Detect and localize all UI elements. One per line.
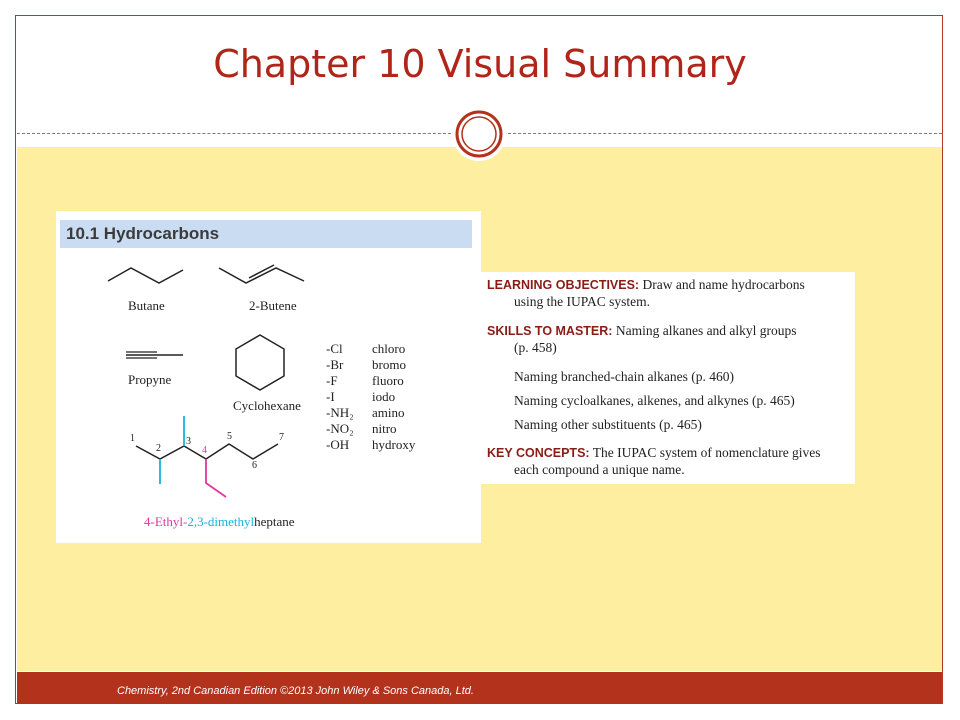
chain-number: 5	[227, 431, 232, 442]
skill-item: Naming other substituents (p. 465)	[514, 417, 702, 432]
propyne-label: Propyne	[128, 372, 172, 387]
substituent-row: -I iodo	[326, 389, 396, 404]
butane-label: Butane	[128, 298, 165, 313]
footer-bar	[17, 672, 942, 704]
objectives-panel	[481, 272, 855, 484]
learning-objectives-text: Draw and name hydrocarbons	[642, 277, 805, 292]
footer-copyright: Chemistry, 2nd Canadian Edition ©2013 John Wiley & Sons Canada, Ltd.	[117, 685, 474, 697]
butene-structure	[219, 268, 304, 283]
skill-item: Naming cycloalkanes, alkenes, and alkynes (p. 465)	[514, 393, 795, 408]
key-concepts-text: The IUPAC system of nomenclature gives	[592, 445, 821, 460]
skills-label: SKILLS TO MASTER:	[487, 324, 613, 338]
skills-cont: (p. 458)	[514, 340, 557, 355]
key-concepts	[487, 444, 821, 462]
slide-title: Chapter 10 Visual Summary	[213, 42, 747, 86]
substituent-row: -NH₂ amino	[326, 405, 405, 420]
molecule-name-ethyl: 4-Ethyl-	[144, 514, 188, 529]
cyclohexane-label: Cyclohexane	[233, 398, 301, 413]
section-title: 10.1 Hydrocarbons	[66, 224, 220, 243]
substituent-row: -NO₂ nitro	[326, 421, 397, 436]
learning-objectives-cont: using the IUPAC system.	[514, 294, 651, 309]
key-concepts-cont: each compound a unique name.	[514, 462, 685, 477]
propyne-structure	[126, 352, 183, 358]
chain-number: 4	[202, 445, 207, 456]
substituent-row: -Cl chloro	[326, 341, 406, 356]
substituent-row: -Br bromo	[326, 357, 406, 372]
chain-number: 7	[279, 432, 284, 443]
butene-label: 2-Butene	[249, 298, 297, 313]
cyclohexane-structure	[236, 335, 284, 390]
butane-structure	[108, 268, 183, 283]
hydrocarbons-panel	[56, 211, 481, 543]
chain-number: 6	[252, 460, 257, 471]
skills-to-master	[487, 322, 797, 340]
substituent-row: -F fluoro	[326, 373, 404, 388]
molecule-name-base: heptane	[254, 514, 295, 529]
ring-ornament-icon	[451, 106, 507, 162]
molecule-name-methyl: 2,3-dimethyl	[187, 514, 255, 529]
chain-number: 1	[130, 433, 135, 444]
substituent-row: -OH hydroxy	[326, 437, 416, 452]
learning-objectives-label: LEARNING OBJECTIVES:	[487, 278, 640, 292]
key-concepts-label: KEY CONCEPTS:	[487, 446, 590, 460]
chain-number: 3	[186, 436, 191, 447]
chain-number: 2	[156, 443, 161, 454]
skills-text: Naming alkanes and alkyl groups	[615, 323, 797, 338]
skill-item: Naming branched-chain alkanes (p. 460)	[514, 369, 735, 384]
learning-objectives	[487, 276, 805, 294]
molecule-name	[144, 514, 295, 530]
